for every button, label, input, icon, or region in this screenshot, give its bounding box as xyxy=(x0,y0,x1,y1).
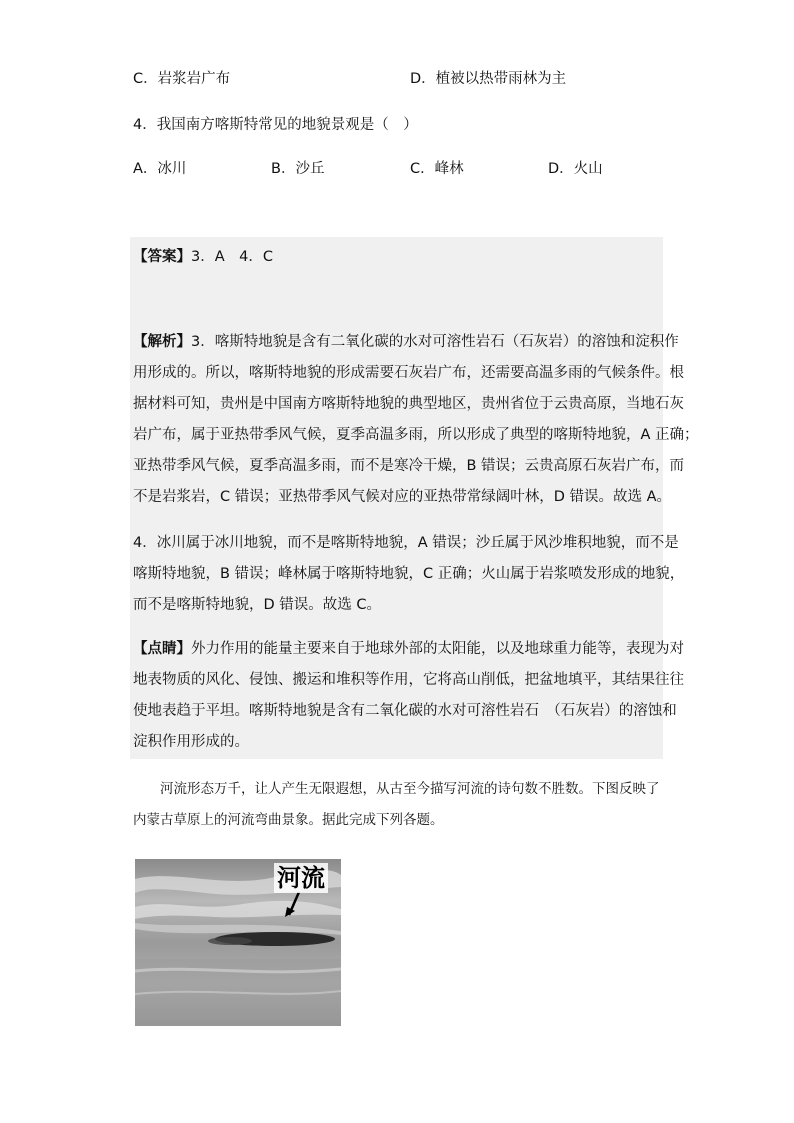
analysis-q4 xyxy=(133,528,685,621)
comment-line: 淀积作用形成的。 xyxy=(133,734,249,750)
comment-line: 外力作用的能量主要来自于地球外部的太阳能，以及地球重力能等，表现为对 xyxy=(191,641,684,657)
analysis-line: 用形成的。所以，喀斯特地貌的形成需要石灰岩广布，还需要高温多雨的气候条件。根 xyxy=(133,365,684,381)
q3-option-c: C．岩浆岩广布 xyxy=(133,71,231,87)
analysis-tag: 【解析】 xyxy=(133,334,191,350)
analysis-q3 xyxy=(133,327,699,513)
q3-option-d: D．植被以热带雨林为主 xyxy=(410,71,567,87)
answer-tag: 【答案】 xyxy=(133,249,191,265)
photo-label: 河流 xyxy=(274,863,328,893)
analysis-line: 据材料可知，贵州是中国南方喀斯特地貌的典型地区，贵州省位于云贵高原，当地石灰 xyxy=(133,396,684,412)
passage-line: 内蒙古草原上的河流弯曲景象。据此完成下列各题。 xyxy=(133,812,444,828)
analysis-line: 3．喀斯特地貌是含有二氧化碳的水对可溶性岩石（石灰岩）的溶蚀和淀积作 xyxy=(191,334,679,350)
analysis-q4-line: 喀斯特地貌，B 错误；峰林属于喀斯特地貌，C 正确；火山属于岩浆喷发形成的地貌， xyxy=(133,566,685,582)
analysis-line: 岩广布，属于亚热带季风气候，夏季高温多雨，所以形成了典型的喀斯特地貌，A 正确； xyxy=(133,427,699,443)
passage xyxy=(133,774,661,836)
analysis-q4-line: 而不是喀斯特地貌，D 错误。故选 C。 xyxy=(133,597,382,613)
analysis-line: 亚热带季风气候，夏季高温多雨，而不是寒冷干燥，B 错误；云贵高原石灰岩广布，而 xyxy=(133,458,685,474)
analysis-line: 不是岩浆岩，C 错误；亚热带季风气候对应的亚热带常绿阔叶林，D 错误。故选 A。 xyxy=(133,489,672,505)
q4-option-b: B．沙丘 xyxy=(271,161,325,177)
comment-block xyxy=(133,634,684,758)
passage-line: 河流形态万千，让人产生无限遐想，从古至今描写河流的诗句数不胜数。下图反映了 xyxy=(133,781,660,797)
q4-option-a: A．冰川 xyxy=(133,161,187,177)
comment-line: 地表物质的风化、侵蚀、搬运和堆积等作用，它将高山削低，把盆地填平，其结果往往 xyxy=(133,672,684,688)
answer-text: 3．A 4．C xyxy=(191,249,273,265)
river-photo xyxy=(135,859,341,1026)
answer-line xyxy=(133,245,273,266)
comment-line: 使地表趋于平坦。喀斯特地貌是含有二氧化碳的水对可溶性岩石 （石灰岩）的溶蚀和 xyxy=(133,703,677,719)
analysis-q4-line: 4．冰川属于冰川地貌，而不是喀斯特地貌，A 错误；沙丘属于风沙堆积地貌，而不是 xyxy=(133,535,679,551)
q4-option-c: C．峰林 xyxy=(410,161,464,177)
q4-option-d: D．火山 xyxy=(548,161,603,177)
q4-stem: 4．我国南方喀斯特常见的地貌景观是（ ） xyxy=(133,117,418,133)
comment-tag: 【点睛】 xyxy=(133,641,191,657)
